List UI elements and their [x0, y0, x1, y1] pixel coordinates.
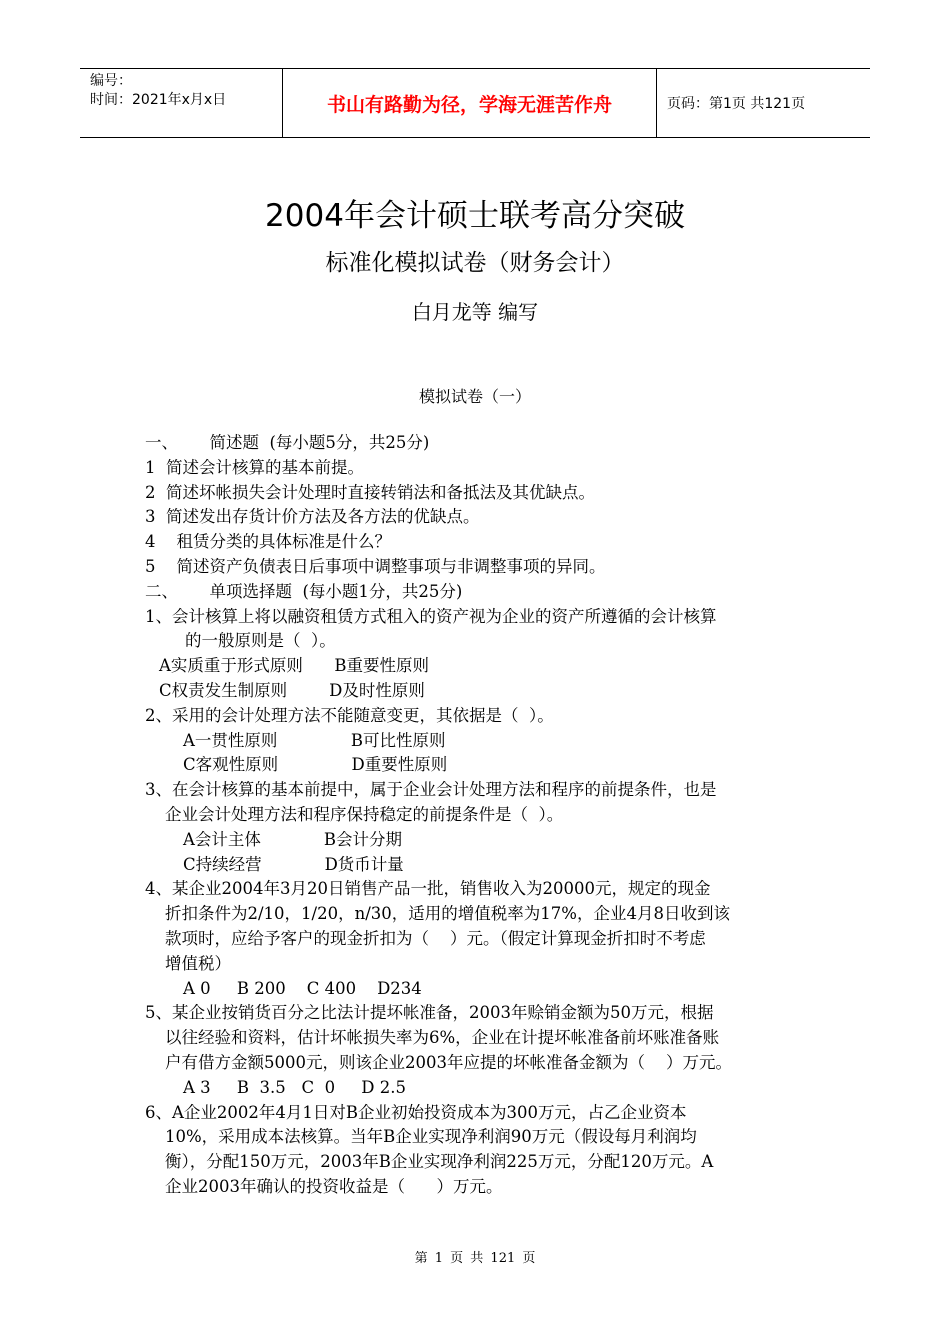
question-line: 款项时，应给予客户的现金折扣为（ ）元。（假定计算现金折扣时不考虑: [165, 928, 706, 948]
option-line: A 0 B 200 C 400 D234: [183, 978, 422, 998]
question-line: 1 简述会计核算的基本前提。: [145, 457, 364, 477]
question-line: 衡），分配150万元，2003年B企业实现净利润225万元，分配120万元。A: [165, 1152, 714, 1172]
main-title: 2004年会计硕士联考高分突破: [265, 198, 685, 234]
question-line: 1、会计核算上将以融资租赁方式租入的资产视为企业的资产所遵循的会计核算: [145, 606, 717, 626]
question-line: 以往经验和资料，估计坏帐损失率为6%，企业在计提坏帐准备前坏账准备账: [165, 1028, 720, 1048]
page-footer: 第 1 页 共 121 页: [414, 1251, 536, 1266]
question-line: 户有借方金额5000元，则该企业2003年应提的坏帐准备金额为（ ）万元。: [165, 1052, 732, 1072]
question-line: 2、采用的会计处理方法不能随意变更，其依据是（ ）。: [145, 705, 554, 725]
option-line: C持续经营 D货币计量: [183, 854, 404, 874]
author-line: 白月龙等 编写: [411, 300, 539, 324]
question-line: 5、某企业按销货百分之比法计提坏帐准备，2003年赊销金额为50万元，根据: [145, 1003, 714, 1023]
question-line: 10%，采用成本法核算。当年B企业实现净利润90万元（假设每月利润均: [165, 1127, 697, 1147]
question-line: 企业会计处理方法和程序保持稳定的前提条件是（ ）。: [165, 804, 564, 824]
question-line: 增值税）: [165, 953, 231, 973]
option-line: C权责发生制原则 D及时性原则: [159, 680, 425, 700]
question-line: 6、A企业2002年4月1日对B企业初始投资成本为300万元，占乙企业资本: [145, 1102, 687, 1122]
question-line: 5 简述资产负债表日后事项中调整事项与非调整事项的异同。: [145, 556, 606, 576]
option-line: A实质重于形式原则 B重要性原则: [159, 656, 430, 676]
section-title: 模拟试卷（一）: [418, 387, 531, 406]
question-line: 4 租赁分类的具体标准是什么？: [145, 532, 391, 552]
header-left-cell: [80, 69, 282, 137]
sub-title: 标准化模拟试卷（财务会计）: [325, 250, 625, 276]
question-line: 2 简述坏帐损失会计处理时直接转销法和备抵法及其优缺点。: [145, 482, 595, 502]
question-line: 3、在会计核算的基本前提中，属于企业会计处理方法和程序的前提条件，也是: [145, 780, 717, 800]
header-page-info: 页码：第1页 共121页: [667, 96, 806, 112]
option-line: A会计主体 B会计分期: [183, 829, 402, 849]
question-line: 的一般原则是（ ）。: [185, 631, 336, 651]
question-line: 3 简述发出存货计价方法及各方法的优缺点。: [145, 507, 480, 527]
question-line: 企业2003年确认的投资收益是（ ）万元。: [165, 1176, 503, 1196]
exam-body: [145, 431, 815, 1200]
option-line: A 3 B 3.5 C 0 D 2.5: [183, 1077, 407, 1097]
header-motto: 书山有路勤为径，学海无涯苦作舟: [282, 69, 657, 137]
option-line: C客观性原则 D重要性原则: [183, 755, 448, 775]
number-label: 编号：: [90, 73, 132, 89]
header-table: [80, 68, 870, 138]
section-heading-2: 二、 单项选择题 (每小题1分，共25分): [145, 581, 463, 601]
option-line: A一贯性原则 B可比性原则: [183, 730, 446, 750]
question-line: 4、某企业2004年3月20日销售产品一批，销售收入为20000元，规定的现金: [145, 879, 711, 899]
question-line: 折扣条件为2/10，1/20，n/30，适用的增值税率为17%，企业4月8日收到该: [165, 904, 730, 924]
section-heading-1: 一、 简述题 (每小题5分，共25分): [145, 433, 430, 452]
date-label: 时间：2021年x月x日: [90, 92, 227, 108]
